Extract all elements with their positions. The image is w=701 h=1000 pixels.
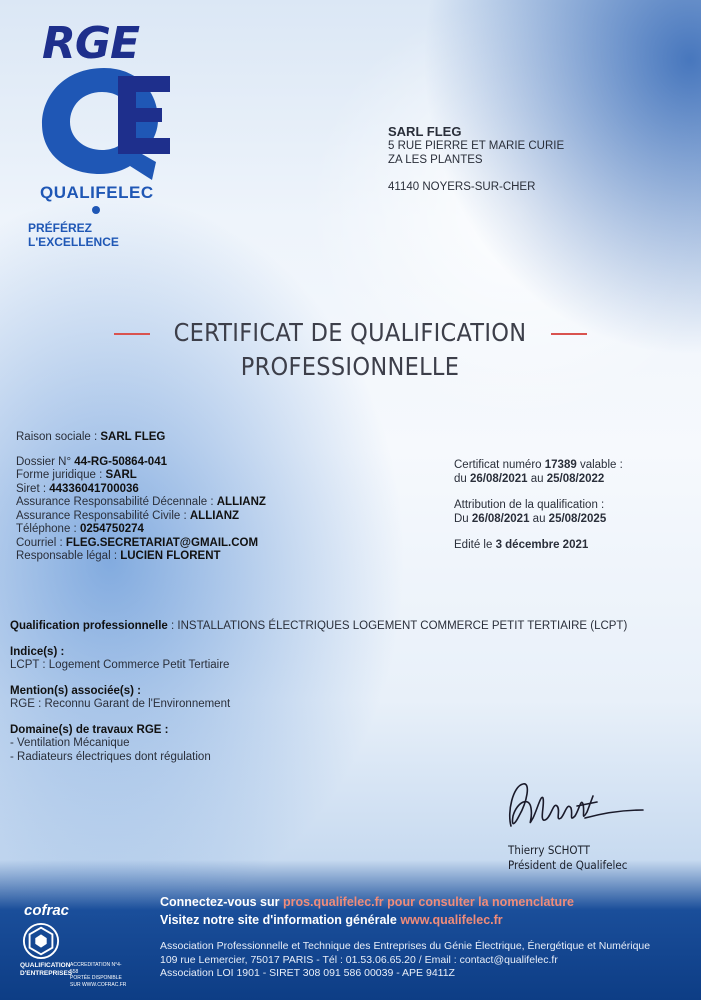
footer-line1-tail: pour consulter la nomenclature	[387, 895, 575, 909]
logo-rge-text: RGE	[42, 18, 140, 69]
civile-row	[16, 510, 266, 524]
signer-block	[508, 843, 627, 873]
indices-value: LCPT : Logement Commerce Petit Tertiaire	[10, 659, 230, 671]
civile-value: ALLIANZ	[189, 509, 240, 522]
edited-row	[454, 539, 623, 553]
civile-label: Assurance Responsabilité Civile :	[16, 509, 187, 522]
association-line-3: Association LOI 1901 - SIRET 308 091 586 00039 - APE 9411Z	[160, 967, 455, 979]
edited-prefix: Edité le	[454, 539, 493, 551]
certificate-title	[90, 316, 610, 384]
domaine-item: - Ventilation Mécanique	[10, 737, 130, 749]
telephone-value: 0254750274	[79, 523, 144, 535]
footer-line-1	[160, 893, 574, 911]
cofrac-wordmark: cofrac	[24, 902, 70, 919]
qualification-label: Qualification professionnelle	[10, 620, 168, 632]
forme-label: Forme juridique :	[16, 469, 103, 481]
cofrac-note-line-1: ACCREDITATION N°4-558	[70, 962, 122, 975]
validity-du: du	[454, 472, 467, 485]
decennale-value: ALLIANZ	[216, 496, 266, 508]
forme-row	[16, 469, 266, 483]
telephone-label: Téléphone :	[16, 523, 77, 535]
certificate-validity	[454, 459, 623, 553]
courriel-value: FLEG.SECRETARIAT@GMAIL.COM	[65, 536, 259, 549]
attribution-row	[454, 513, 623, 527]
mentions-label: Mention(s) associée(s) :	[10, 684, 141, 697]
attribution-label: Attribution de la qualification :	[454, 499, 605, 511]
qe-logo-icon	[34, 62, 174, 182]
qualifelec-website-link[interactable]: www.qualifelec.fr	[400, 913, 503, 927]
siret-value: 44336041700036	[49, 482, 139, 495]
address-zone: ZA LES PLANTES	[388, 154, 483, 166]
decennale-row	[16, 496, 266, 510]
mentions-value: RGE : Reconnu Garant de l'Environnement	[10, 698, 231, 710]
cofrac-note-line-3: SUR WWW.COFRAC.FR	[70, 981, 127, 988]
cofrac-qual-line-2: D'ENTREPRISES	[20, 970, 73, 977]
attribution-au: au	[532, 512, 546, 525]
telephone-row	[16, 523, 266, 537]
footer-line1-text: Connectez-vous sur	[160, 895, 280, 909]
logo-tagline: PRÉFÉREZ L'EXCELLENCE	[28, 221, 119, 249]
indices-block	[10, 646, 690, 673]
siret-row	[16, 483, 266, 497]
cofrac-note-line-2: PORTÉE DISPONIBLE	[70, 975, 122, 981]
association-info	[160, 940, 650, 981]
footer-line-2	[160, 911, 574, 929]
siret-label: Siret :	[16, 482, 47, 495]
qualification-section	[10, 620, 690, 776]
attribution-to: 25/08/2025	[548, 512, 607, 525]
domaine-item: - Radiateurs électriques dont régulation	[10, 750, 211, 763]
address-company: SARL FLEG	[388, 124, 462, 139]
signer-name: Thierry SCHOTT	[508, 843, 590, 857]
edited-date: 3 décembre 2021	[495, 539, 589, 551]
qualifelec-rge-logo	[20, 18, 180, 249]
footer-line2-text: Visitez notre site d'information générale	[160, 913, 397, 927]
certificate-number-prefix: Certificat numéro	[454, 459, 542, 471]
dossier-value: 44-RG-50864-041	[74, 455, 167, 468]
responsable-row	[16, 550, 266, 564]
validity-row	[454, 473, 623, 487]
logo-brand-name: QUALIFELEC	[40, 183, 154, 202]
dossier-row	[16, 456, 266, 470]
responsable-value: LUCIEN FLORENT	[120, 550, 221, 562]
company-details	[16, 431, 266, 564]
forme-value: SARL	[105, 469, 137, 481]
raison-sociale-label: Raison sociale :	[16, 431, 98, 443]
pros-qualifelec-link[interactable]: pros.qualifelec.fr	[282, 895, 384, 909]
association-line-1: Association Professionnelle et Technique des Entreprises du Génie Électrique, Énergétique et Numérique	[160, 940, 651, 952]
qualification-row	[10, 620, 690, 634]
association-line-2: 109 rue Lemercier, 75017 PARIS - Tél : 01.53.06.65.20 / Email : contact@qualifelec.fr	[160, 953, 558, 966]
address-street: 5 RUE PIERRE ET MARIE CURIE	[388, 140, 565, 152]
validity-au: au	[530, 472, 544, 485]
raison-sociale-row	[16, 431, 266, 445]
title-line-2: PROFESSIONNELLE	[240, 352, 460, 381]
address-city: 41140 NOYERS-SUR-CHER	[388, 181, 536, 193]
cofrac-qualification-text	[20, 962, 72, 978]
attribution-from: 26/08/2021	[471, 512, 530, 525]
footer-links	[160, 893, 574, 929]
validity-from: 26/08/2021	[470, 472, 528, 485]
courriel-row	[16, 537, 266, 551]
signer-role: Président de Qualifelec	[508, 858, 628, 872]
certificate-number-suffix: valable :	[579, 459, 623, 471]
responsable-label: Responsable légal :	[16, 550, 118, 562]
certificate-number: 17389	[544, 459, 577, 471]
validity-to: 25/08/2022	[546, 472, 605, 485]
qualification-value: : INSTALLATIONS ÉLECTRIQUES LOGEMENT COMMERCE PETIT TERTIAIRE (LCPT)	[171, 620, 628, 632]
indices-label: Indice(s) :	[10, 645, 65, 658]
courriel-label: Courriel :	[16, 536, 63, 549]
mentions-block	[10, 685, 690, 712]
title-line-1: CERTIFICAT DE QUALIFICATION	[173, 318, 527, 347]
handwritten-signature	[497, 772, 647, 842]
dossier-label: Dossier N°	[16, 455, 72, 468]
attribution-du: Du	[454, 512, 469, 525]
cofrac-emblem-icon	[22, 922, 60, 960]
cofrac-logo	[18, 902, 128, 992]
decennale-label: Assurance Responsabilité Décennale :	[16, 496, 214, 508]
certificate-number-row	[454, 459, 623, 473]
domaines-label: Domaine(s) de travaux RGE :	[10, 723, 169, 736]
cofrac-accreditation-note	[70, 962, 128, 988]
logo-dot-icon	[92, 206, 100, 214]
recipient-address	[388, 125, 564, 194]
cofrac-qual-line-1: QUALIFICATION	[20, 962, 71, 969]
raison-sociale-value: SARL FLEG	[100, 431, 166, 443]
domaines-block	[10, 724, 690, 765]
